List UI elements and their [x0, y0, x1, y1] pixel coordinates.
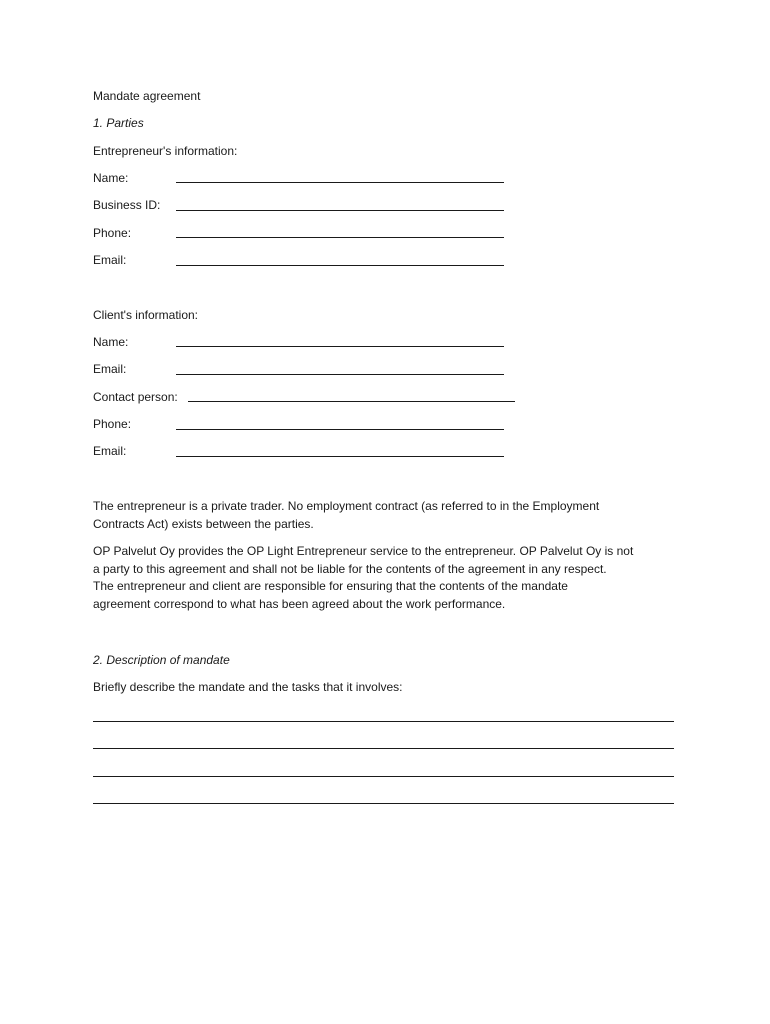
entrepreneur-info-heading: Entrepreneur's information: — [93, 144, 238, 158]
entrepreneur-business-id-label: Business ID: — [93, 198, 161, 212]
mandate-description-line-1[interactable] — [93, 721, 674, 722]
client-phone-label: Phone: — [93, 417, 132, 431]
entrepreneur-email-label: Email: — [93, 253, 127, 267]
paragraph-line: OP Palvelut Oy provides the OP Light Entrepreneur service to the entrepreneur. OP Palvelut Oy is not — [93, 544, 634, 558]
entrepreneur-business-id-field[interactable] — [176, 210, 504, 211]
entrepreneur-phone-label: Phone: — [93, 226, 132, 240]
paragraph-line: Contracts Act) exists between the parties. — [93, 516, 314, 531]
private-trader-paragraph — [93, 498, 683, 533]
entrepreneur-name-field[interactable] — [176, 182, 504, 183]
entrepreneur-name-label: Name: — [93, 171, 129, 185]
client-info-heading: Client's information: — [93, 308, 198, 322]
section-1-heading: 1. Parties — [93, 116, 144, 130]
document-title: Mandate agreement — [93, 89, 201, 103]
client-contact-person-field[interactable] — [188, 401, 515, 402]
client-email-label: Email: — [93, 362, 127, 376]
mandate-description-prompt: Briefly describe the mandate and the tasks that it involves: — [93, 680, 403, 694]
mandate-description-line-2[interactable] — [93, 748, 674, 749]
client-contact-person-label: Contact person: — [93, 390, 178, 404]
mandate-description-line-3[interactable] — [93, 776, 674, 777]
paragraph-line: The entrepreneur is a private trader. No employment contract (as referred to in the Employment — [93, 499, 600, 513]
client-name-label: Name: — [93, 335, 129, 349]
client-email-2-label: Email: — [93, 444, 127, 458]
op-palvelut-paragraph — [93, 543, 683, 613]
paragraph-line: a party to this agreement and shall not be liable for the contents of the agreement in any respect. — [93, 561, 607, 576]
paragraph-line: agreement correspond to what has been agreed about the work performance. — [93, 596, 506, 611]
client-email-field[interactable] — [176, 374, 504, 375]
mandate-description-line-4[interactable] — [93, 803, 674, 804]
client-phone-field[interactable] — [176, 429, 504, 430]
section-2-heading: 2. Description of mandate — [93, 653, 230, 667]
paragraph-line: The entrepreneur and client are responsible for ensuring that the contents of the mandate — [93, 579, 568, 593]
client-name-field[interactable] — [176, 346, 504, 347]
client-email-2-field[interactable] — [176, 456, 504, 457]
entrepreneur-phone-field[interactable] — [176, 237, 504, 238]
entrepreneur-email-field[interactable] — [176, 265, 504, 266]
